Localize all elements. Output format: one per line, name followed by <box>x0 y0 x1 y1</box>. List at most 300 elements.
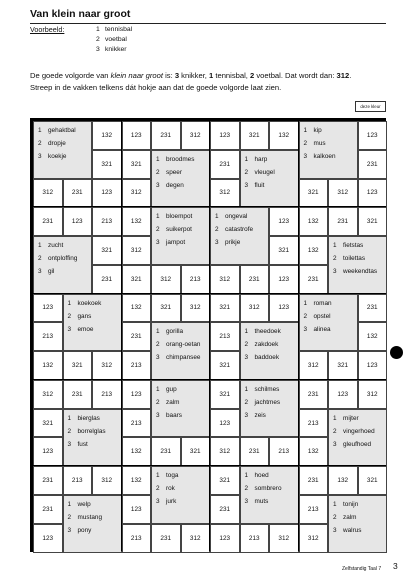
answer-cell[interactable]: 312 <box>328 179 358 208</box>
word-text: baddoek <box>254 354 280 362</box>
word-item <box>68 412 121 425</box>
example-label: Voorbeeld: <box>30 25 65 34</box>
answer-cell[interactable]: 132 <box>299 437 329 466</box>
word-number: 3 <box>333 440 337 448</box>
word-item <box>215 236 268 249</box>
example-item: 1 tennisbal <box>96 26 133 33</box>
answer-cell[interactable]: 123 <box>122 495 152 524</box>
answer-cell[interactable]: 312 <box>33 179 63 208</box>
word-number: 1 <box>156 328 160 336</box>
word-number: 1 <box>244 328 249 336</box>
word-item <box>38 150 91 163</box>
answer-cell[interactable]: 213 <box>299 409 329 438</box>
answer-cell[interactable]: 213 <box>122 409 152 438</box>
word-text: gorilla <box>166 328 184 336</box>
word-list-box <box>151 466 210 524</box>
word-number: 3 <box>303 325 308 333</box>
word-number: 2 <box>303 312 308 320</box>
puzzle-block <box>298 206 387 292</box>
word-text: gup <box>166 385 177 393</box>
answer-cell[interactable]: 231 <box>210 495 240 524</box>
word-number: 1 <box>156 385 160 393</box>
word-item <box>68 438 121 451</box>
answer-cell[interactable]: 321 <box>210 294 240 323</box>
word-text: opstel <box>313 312 331 320</box>
word-item <box>215 210 268 223</box>
answer-cell[interactable]: 312 <box>358 380 388 409</box>
word-item <box>304 310 357 323</box>
example-item: 2 voetbal <box>96 36 127 43</box>
answer-cell[interactable]: 321 <box>122 150 152 179</box>
word-item <box>156 409 209 422</box>
example-list <box>96 25 132 55</box>
answer-cell[interactable]: 231 <box>358 150 388 179</box>
answer-cell[interactable]: 213 <box>92 207 122 236</box>
word-item <box>333 239 386 252</box>
answer-cell[interactable]: 321 <box>358 207 388 236</box>
word-text: orang-oetan <box>166 341 201 349</box>
word-list-box <box>210 207 269 265</box>
word-text: fluit <box>254 181 265 189</box>
word-text: mustang <box>77 513 103 521</box>
answer-cell[interactable]: 321 <box>210 466 240 495</box>
answer-cell[interactable]: 123 <box>269 294 299 323</box>
answer-cell[interactable]: 231 <box>299 466 329 495</box>
word-number: 1 <box>303 127 308 134</box>
puzzle-block <box>121 465 210 551</box>
answer-cell[interactable]: 213 <box>269 437 299 466</box>
answer-cell[interactable]: 213 <box>122 524 152 553</box>
answer-cell[interactable]: 231 <box>33 495 63 524</box>
word-number: 1 <box>67 500 72 508</box>
word-number: 3 <box>156 181 160 189</box>
answer-cell[interactable]: 231 <box>328 207 358 236</box>
puzzle-block <box>121 379 210 465</box>
word-number: 3 <box>333 268 337 276</box>
answer-cell[interactable]: 213 <box>122 351 152 380</box>
word-item <box>156 223 209 236</box>
answer-cell[interactable]: 123 <box>358 121 388 150</box>
answer-cell[interactable]: 123 <box>33 524 63 553</box>
word-text: weekendtas <box>343 268 378 276</box>
word-item <box>245 383 298 396</box>
puzzle-block <box>298 379 387 465</box>
word-list-box <box>151 322 210 380</box>
word-number: 1 <box>38 242 42 250</box>
answer-cell[interactable]: 231 <box>33 466 63 495</box>
answer-cell[interactable]: 213 <box>92 380 122 409</box>
word-number: 1 <box>244 385 249 393</box>
answer-cell[interactable]: 123 <box>358 179 388 208</box>
word-text: hoed <box>254 472 269 480</box>
answer-cell[interactable]: 321 <box>358 466 388 495</box>
answer-cell[interactable]: 312 <box>210 437 240 466</box>
word-item <box>156 351 209 364</box>
word-item <box>304 297 357 310</box>
word-item <box>245 495 298 508</box>
puzzle-block <box>209 293 298 379</box>
word-list-box <box>63 409 122 467</box>
word-item <box>156 469 209 482</box>
puzzle-block <box>298 120 387 206</box>
word-item <box>333 511 386 524</box>
word-number: 3 <box>156 411 160 419</box>
word-item <box>333 498 386 511</box>
word-list-box <box>299 294 358 352</box>
puzzle-block <box>209 465 298 551</box>
word-number: 3 <box>156 354 160 362</box>
word-item <box>156 166 209 179</box>
puzzle-block <box>32 293 121 379</box>
answer-cell[interactable]: 123 <box>63 207 93 236</box>
answer-cell[interactable]: 231 <box>299 265 329 294</box>
word-number: 2 <box>38 140 42 147</box>
word-text: chimpansee <box>166 354 201 362</box>
word-item <box>245 396 298 409</box>
word-item <box>333 425 386 438</box>
answer-cell[interactable]: 231 <box>33 207 63 236</box>
puzzle-block <box>121 120 210 206</box>
word-text: kalkoen <box>313 153 336 160</box>
answer-cell[interactable]: 132 <box>122 294 152 323</box>
word-text: ontploffing <box>48 255 78 263</box>
answer-cell[interactable]: 132 <box>358 322 388 351</box>
word-item <box>156 338 209 351</box>
punch-hole-dot <box>390 346 403 359</box>
answer-cell[interactable]: 312 <box>151 265 181 294</box>
answer-cell[interactable]: 231 <box>151 121 181 150</box>
answer-cell[interactable]: 321 <box>122 265 152 294</box>
word-item <box>245 351 298 364</box>
word-number: 2 <box>303 140 308 147</box>
word-item <box>68 323 121 336</box>
word-item <box>304 124 357 137</box>
answer-cell[interactable]: 321 <box>92 150 122 179</box>
word-text: tonijn <box>343 500 359 508</box>
word-number: 1 <box>244 472 249 480</box>
answer-cell[interactable]: 132 <box>299 207 329 236</box>
word-item <box>333 252 386 265</box>
answer-cell[interactable]: 132 <box>122 437 152 466</box>
word-number: 2 <box>244 485 249 493</box>
word-text: rok <box>166 485 175 493</box>
word-text: jurk <box>166 498 177 506</box>
answer-cell[interactable]: 213 <box>63 466 93 495</box>
answer-cell[interactable]: 321 <box>299 179 329 208</box>
answer-cell[interactable]: 321 <box>92 236 122 265</box>
word-list-box <box>151 150 210 208</box>
word-item <box>245 338 298 351</box>
word-item <box>156 482 209 495</box>
answer-cell[interactable]: 312 <box>181 294 211 323</box>
word-list-box <box>63 495 122 553</box>
word-item <box>68 511 121 524</box>
word-text: jampot <box>166 239 186 247</box>
word-item <box>68 297 121 310</box>
puzzle-block <box>209 120 298 206</box>
answer-cell[interactable]: 123 <box>328 380 358 409</box>
word-item <box>156 396 209 409</box>
word-number: 1 <box>67 414 72 422</box>
answer-cell[interactable]: 312 <box>92 466 122 495</box>
answer-cell[interactable]: 312 <box>240 294 270 323</box>
word-number: 2 <box>156 168 160 176</box>
word-number: 2 <box>156 341 160 349</box>
word-text: toga <box>166 472 179 480</box>
word-text: alinea <box>313 325 331 333</box>
word-item <box>156 153 209 166</box>
answer-cell[interactable]: 231 <box>92 265 122 294</box>
word-number: 1 <box>303 299 308 307</box>
answer-cell[interactable]: 312 <box>33 380 63 409</box>
word-number: 3 <box>244 498 249 506</box>
answer-cell[interactable]: 123 <box>92 179 122 208</box>
word-number: 2 <box>67 513 72 521</box>
page-number: 3 <box>393 561 398 571</box>
answer-cell[interactable]: 321 <box>63 351 93 380</box>
answer-cell[interactable]: 231 <box>240 265 270 294</box>
word-number: 2 <box>67 312 72 320</box>
word-item <box>245 482 298 495</box>
title-rule <box>30 23 386 24</box>
instruction-text <box>30 70 400 94</box>
answer-cell[interactable]: 231 <box>151 437 181 466</box>
word-number: 3 <box>38 153 42 160</box>
answer-cell[interactable]: 312 <box>122 179 152 208</box>
answer-cell[interactable]: 123 <box>33 437 63 466</box>
word-item <box>333 265 386 278</box>
word-item <box>68 310 121 323</box>
word-number: 3 <box>244 354 249 362</box>
answer-cell[interactable]: 123 <box>210 121 240 150</box>
page-title: Van klein naar groot <box>30 8 131 20</box>
word-text: toilettas <box>343 255 366 263</box>
word-text: walrus <box>343 526 362 534</box>
word-item <box>333 438 386 451</box>
answer-cell[interactable]: 123 <box>210 409 240 438</box>
instruction-line-1: De goede volgorde van klein naar groot is: 3 knikker, 1 tennisbal, 2 voetbal. Dat wordt dan: 312. <box>30 71 352 80</box>
answer-cell[interactable]: 312 <box>181 121 211 150</box>
word-text: harp <box>254 155 268 163</box>
word-text: schilmes <box>254 385 280 393</box>
color-box[interactable]: deze kleur <box>355 101 386 112</box>
word-text: fust <box>77 440 88 448</box>
word-number: 3 <box>156 239 160 247</box>
word-number: 3 <box>215 239 219 247</box>
answer-cell[interactable]: 321 <box>210 351 240 380</box>
word-number: 2 <box>156 226 160 234</box>
answer-cell[interactable]: 123 <box>122 121 152 150</box>
word-item <box>38 252 91 265</box>
puzzle-block <box>32 206 121 292</box>
answer-cell[interactable]: 312 <box>269 524 299 553</box>
answer-cell[interactable]: 321 <box>269 236 299 265</box>
word-list-box <box>328 236 387 294</box>
word-text: koekje <box>48 153 67 160</box>
word-list-box <box>63 294 122 352</box>
answer-cell[interactable]: 213 <box>299 495 329 524</box>
word-number: 3 <box>244 181 249 189</box>
word-number: 1 <box>333 242 337 250</box>
footer-text: Zelfstandig Taal 7 <box>342 566 382 572</box>
answer-cell[interactable]: 312 <box>299 351 329 380</box>
word-item <box>245 325 298 338</box>
word-text: degen <box>166 181 184 189</box>
word-number: 1 <box>38 127 42 134</box>
word-number: 1 <box>156 472 160 480</box>
word-text: borrelglas <box>77 427 106 435</box>
word-text: bloempot <box>166 213 193 221</box>
word-text: zalm <box>166 398 180 406</box>
word-number: 2 <box>156 485 160 493</box>
word-text: ongeval <box>225 213 248 221</box>
answer-cell[interactable]: 231 <box>299 380 329 409</box>
word-item <box>333 524 386 537</box>
word-number: 3 <box>333 526 337 534</box>
answer-cell[interactable]: 123 <box>33 294 63 323</box>
word-item <box>245 153 298 166</box>
answer-cell[interactable]: 213 <box>240 524 270 553</box>
answer-cell[interactable]: 132 <box>33 351 63 380</box>
answer-cell[interactable]: 231 <box>151 524 181 553</box>
word-item <box>68 524 121 537</box>
answer-cell[interactable]: 321 <box>181 437 211 466</box>
word-number: 1 <box>156 213 160 221</box>
answer-cell[interactable]: 231 <box>63 380 93 409</box>
word-item <box>156 495 209 508</box>
answer-cell[interactable]: 312 <box>299 524 329 553</box>
puzzle-block <box>121 293 210 379</box>
word-item <box>156 236 209 249</box>
word-text: gleufhoed <box>343 440 372 448</box>
word-item <box>245 179 298 192</box>
puzzle-block <box>32 379 121 465</box>
word-text: zalm <box>343 513 357 521</box>
instruction-line-2: Streep in de vakken telkens dát hokje aan dat de goede volgorde laat zien. <box>30 83 282 92</box>
answer-cell[interactable]: 321 <box>210 380 240 409</box>
answer-cell[interactable]: 312 <box>122 236 152 265</box>
word-number: 2 <box>156 398 160 406</box>
answer-cell[interactable]: 123 <box>269 207 299 236</box>
word-list-box <box>240 466 299 524</box>
word-text: pony <box>77 526 92 534</box>
answer-cell[interactable]: 231 <box>122 322 152 351</box>
word-text: kip <box>313 127 322 134</box>
word-item <box>333 412 386 425</box>
answer-cell[interactable]: 132 <box>122 466 152 495</box>
word-number: 2 <box>244 398 249 406</box>
answer-cell[interactable]: 132 <box>122 207 152 236</box>
word-text: zeis <box>254 411 266 419</box>
word-text: prikje <box>225 239 241 247</box>
word-text: gil <box>48 268 55 276</box>
answer-cell[interactable]: 132 <box>269 121 299 150</box>
word-item <box>68 498 121 511</box>
word-number: 1 <box>333 500 337 508</box>
word-list-box <box>240 380 299 438</box>
word-item <box>38 137 91 150</box>
word-text: vleugel <box>254 168 275 176</box>
puzzle-block <box>209 379 298 465</box>
answer-cell[interactable]: 213 <box>33 322 63 351</box>
puzzle-block <box>298 293 387 379</box>
answer-cell[interactable]: 213 <box>181 265 211 294</box>
word-number: 1 <box>333 414 337 422</box>
word-text: speer <box>166 168 182 176</box>
answer-cell[interactable]: 231 <box>358 294 388 323</box>
answer-cell[interactable]: 123 <box>269 265 299 294</box>
word-text: theedoek <box>254 328 281 336</box>
word-number: 1 <box>244 155 249 163</box>
answer-cell[interactable]: 321 <box>328 351 358 380</box>
word-item <box>156 179 209 192</box>
word-text: catastrofe <box>225 226 254 234</box>
answer-cell[interactable]: 231 <box>63 179 93 208</box>
word-number: 3 <box>303 153 308 160</box>
word-item <box>38 239 91 252</box>
puzzle-grid <box>30 118 386 552</box>
answer-cell[interactable]: 132 <box>92 121 122 150</box>
puzzle-block <box>121 206 210 292</box>
answer-cell[interactable]: 321 <box>33 409 63 438</box>
word-list-box <box>33 236 92 294</box>
word-number: 1 <box>67 299 72 307</box>
answer-cell[interactable]: 123 <box>358 351 388 380</box>
answer-cell[interactable]: 312 <box>181 524 211 553</box>
answer-cell[interactable]: 312 <box>92 351 122 380</box>
answer-cell[interactable]: 213 <box>210 322 240 351</box>
word-number: 1 <box>215 213 219 221</box>
word-number: 2 <box>244 168 249 176</box>
word-text: zucht <box>48 242 64 250</box>
word-number: 3 <box>38 268 42 276</box>
word-text: emoe <box>77 325 94 333</box>
word-item <box>245 166 298 179</box>
example-item: 3 knikker <box>96 46 127 53</box>
word-item <box>215 223 268 236</box>
answer-cell[interactable]: 312 <box>210 265 240 294</box>
word-item <box>304 323 357 336</box>
answer-cell[interactable]: 231 <box>240 437 270 466</box>
word-number: 2 <box>333 513 337 521</box>
word-text: gehaktbal <box>48 127 76 134</box>
answer-cell[interactable]: 132 <box>328 466 358 495</box>
answer-cell[interactable]: 312 <box>210 179 240 208</box>
word-item <box>68 425 121 438</box>
answer-cell[interactable]: 321 <box>240 121 270 150</box>
word-text: gans <box>77 312 92 320</box>
word-text: muts <box>254 498 269 506</box>
answer-cell[interactable]: 123 <box>210 524 240 553</box>
word-text: sombrero <box>254 485 282 493</box>
word-text: jachtmes <box>254 398 281 406</box>
word-text: baars <box>166 411 182 419</box>
word-text: roman <box>313 299 332 307</box>
answer-cell[interactable]: 132 <box>299 236 329 265</box>
word-text: koekoek <box>77 299 102 307</box>
answer-cell[interactable]: 123 <box>122 380 152 409</box>
answer-cell[interactable]: 321 <box>151 294 181 323</box>
word-number: 2 <box>215 226 219 234</box>
word-list-box <box>33 121 92 179</box>
answer-cell[interactable]: 231 <box>210 150 240 179</box>
word-item <box>156 210 209 223</box>
word-number: 2 <box>333 427 337 435</box>
puzzle-block <box>32 465 121 551</box>
word-text: suikerpot <box>166 226 192 234</box>
puzzle-block <box>298 465 387 551</box>
word-list-box <box>240 322 299 380</box>
